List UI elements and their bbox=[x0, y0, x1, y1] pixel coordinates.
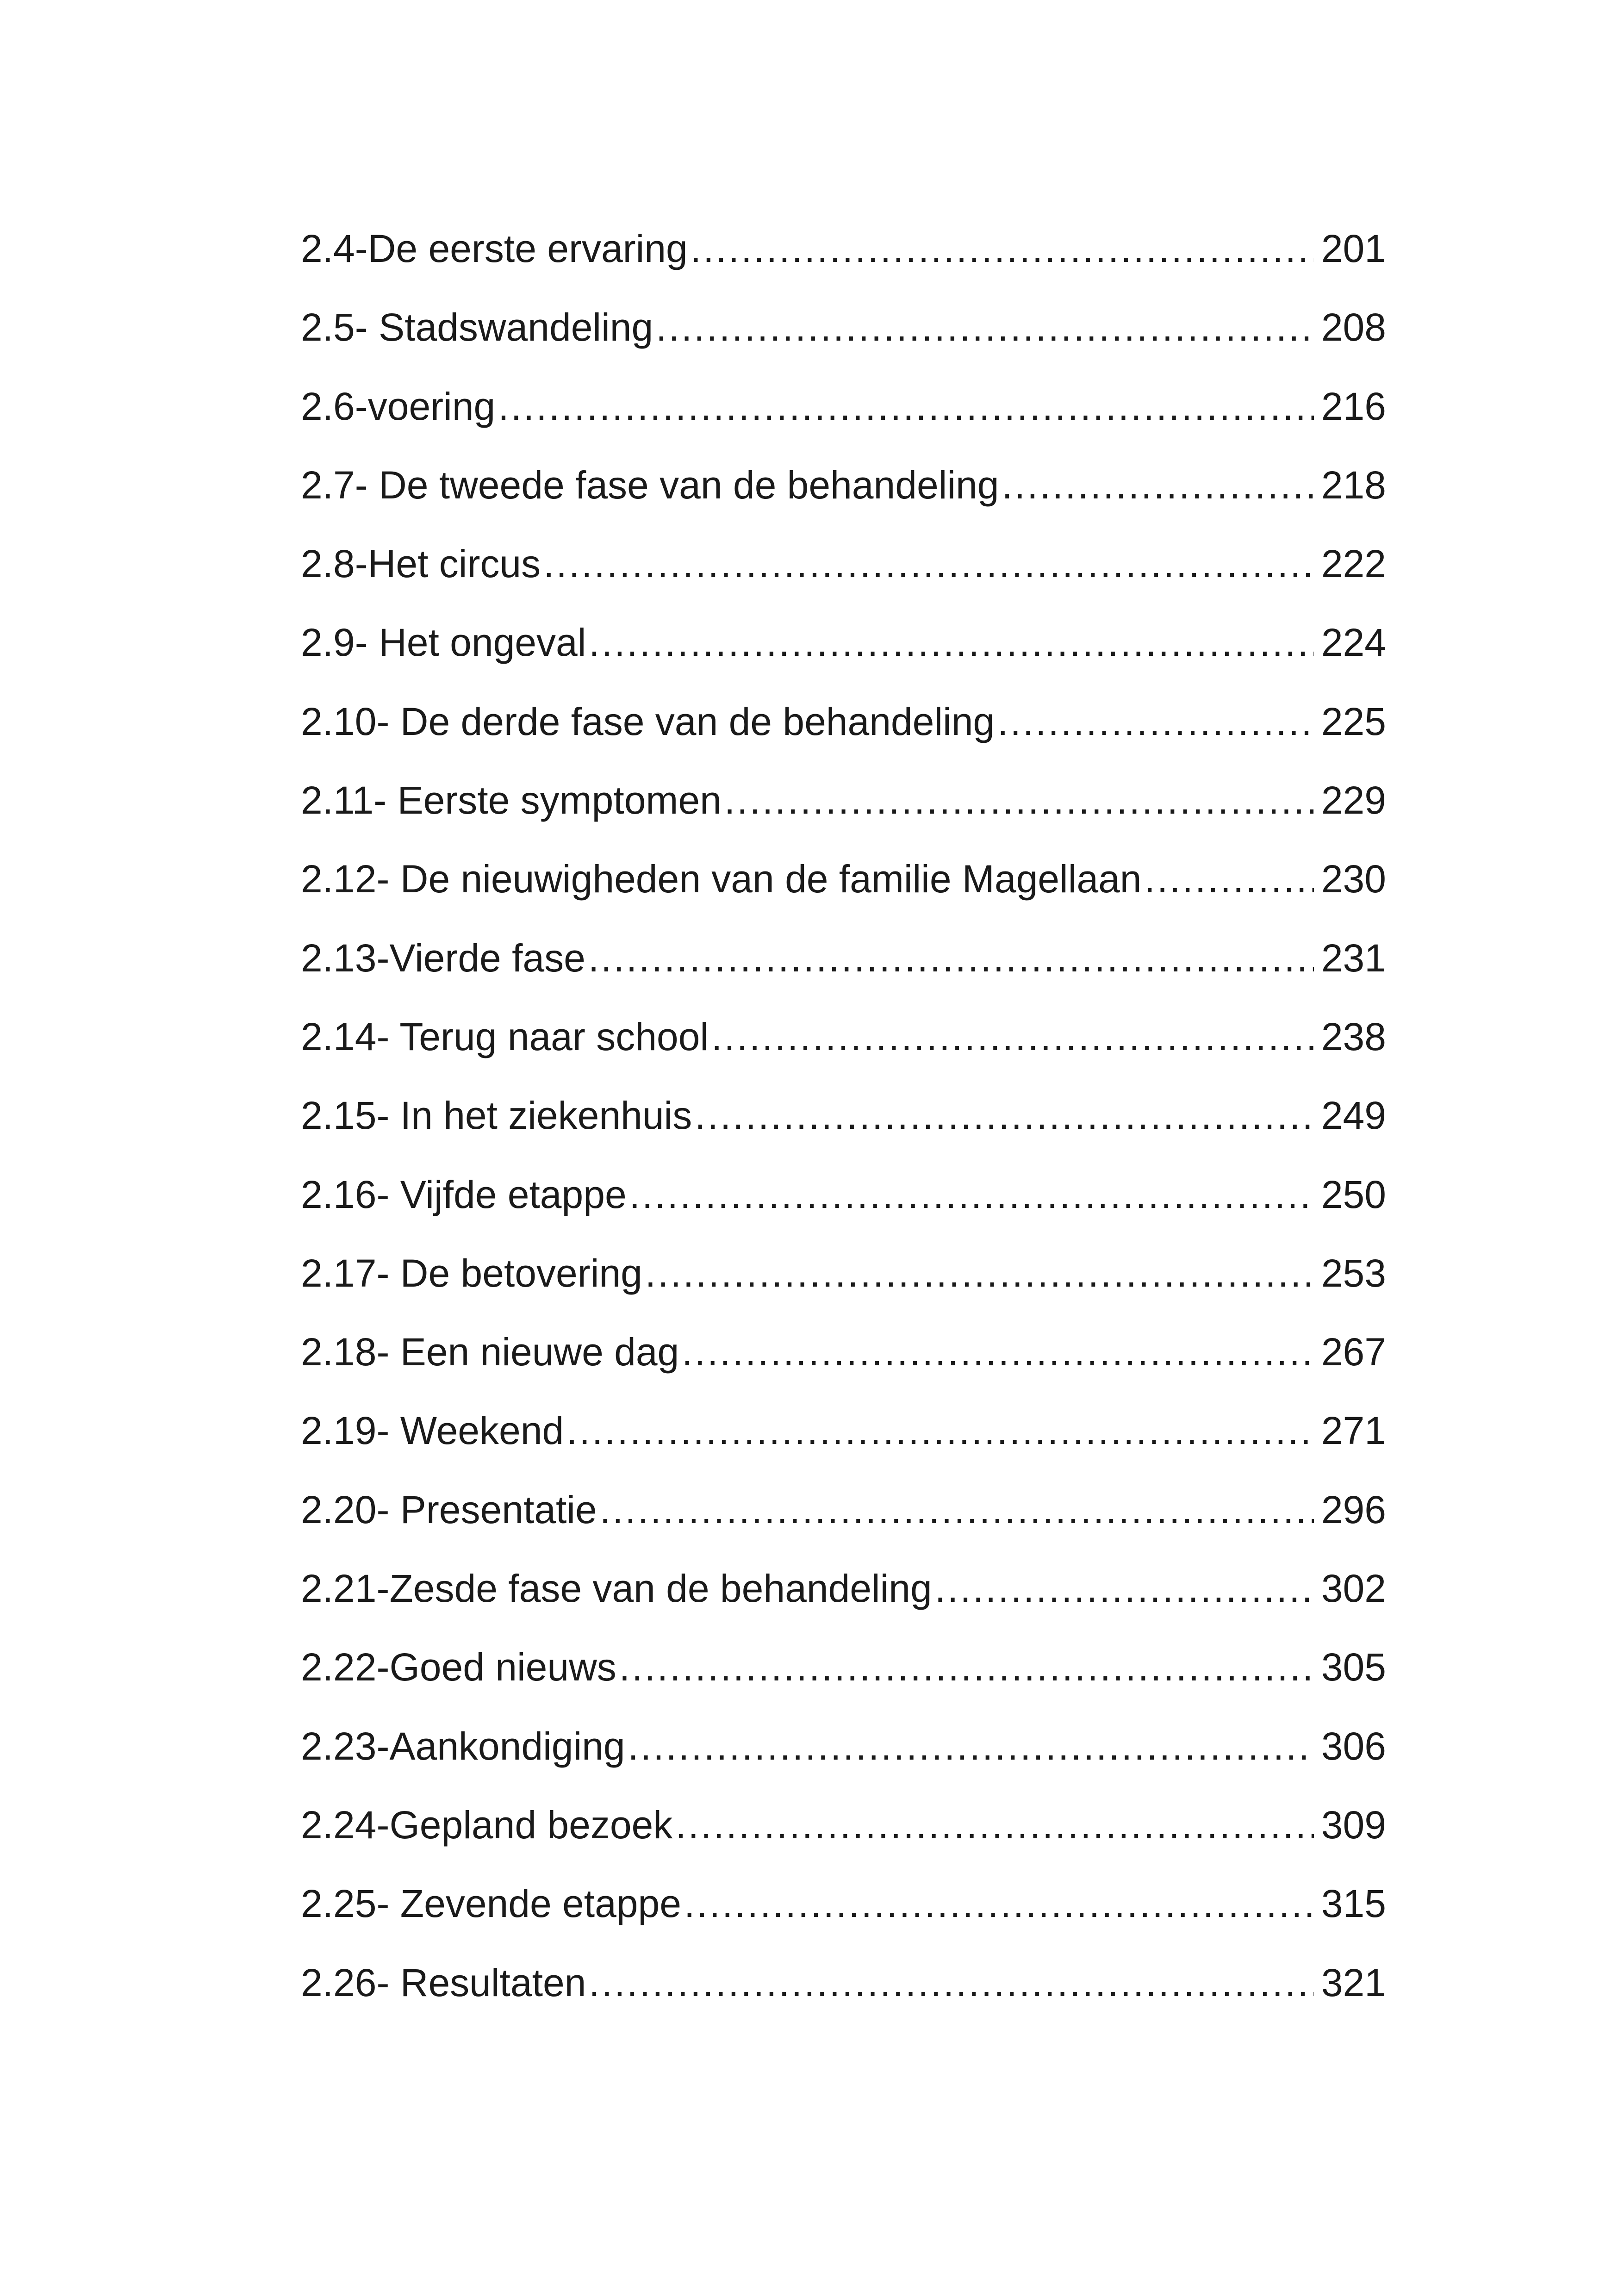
toc-entry-page-number: 230 bbox=[1321, 857, 1386, 901]
toc-dot-leader bbox=[691, 209, 1314, 288]
toc-entry-page-number: 225 bbox=[1321, 699, 1386, 743]
toc-dot-leader bbox=[675, 1786, 1314, 1864]
toc-entry-title: 2.13-Vierde fase bbox=[301, 936, 585, 980]
toc-entry-page-number: 315 bbox=[1321, 1882, 1386, 1926]
toc-entry-title: 2.6-voering bbox=[301, 384, 496, 428]
toc-entry-page-number: 218 bbox=[1321, 463, 1386, 507]
toc-entry-page-number: 249 bbox=[1321, 1094, 1386, 1138]
toc-entry[interactable] bbox=[301, 1076, 1386, 1155]
toc-entry[interactable] bbox=[301, 1234, 1386, 1313]
toc-entry-title: 2.9- Het ongeval bbox=[301, 621, 586, 665]
toc-entry[interactable] bbox=[301, 1549, 1386, 1628]
toc-entry-page-number: 321 bbox=[1321, 1960, 1386, 2004]
toc-entry[interactable] bbox=[301, 1313, 1386, 1391]
toc-dot-leader bbox=[711, 997, 1314, 1076]
toc-entry-title: 2.26- Resultaten bbox=[301, 1960, 586, 2004]
toc-dot-leader bbox=[1145, 840, 1314, 918]
toc-entry[interactable] bbox=[301, 446, 1386, 524]
toc-entry-page-number: 296 bbox=[1321, 1487, 1386, 1531]
toc-entry-title: 2.8-Het circus bbox=[301, 542, 541, 586]
toc-entry-title: 2.7- De tweede fase van de behandeling bbox=[301, 463, 999, 507]
toc-entry-title: 2.21-Zesde fase van de behandeling bbox=[301, 1567, 932, 1611]
table-of-contents bbox=[301, 209, 1386, 2022]
toc-entry-title: 2.22-Goed nieuws bbox=[301, 1645, 616, 1689]
toc-entry[interactable] bbox=[301, 367, 1386, 446]
toc-dot-leader bbox=[589, 603, 1313, 682]
toc-entry[interactable] bbox=[301, 1786, 1386, 1864]
toc-entry[interactable] bbox=[301, 682, 1386, 761]
toc-entry-page-number: 302 bbox=[1321, 1567, 1386, 1611]
toc-entry-title: 2.15- In het ziekenhuis bbox=[301, 1094, 692, 1138]
toc-entry[interactable] bbox=[301, 1628, 1386, 1706]
toc-entry-title: 2.14- Terug naar school bbox=[301, 1014, 709, 1058]
toc-entry-title: 2.16- Vijfde etappe bbox=[301, 1172, 627, 1216]
toc-entry-title: 2.5- Stadswandeling bbox=[301, 305, 653, 349]
toc-entry-page-number: 216 bbox=[1321, 384, 1386, 428]
toc-entry-title: 2.24-Gepland bezoek bbox=[301, 1803, 673, 1847]
toc-entry-page-number: 271 bbox=[1321, 1409, 1386, 1453]
toc-entry-page-number: 201 bbox=[1321, 227, 1386, 270]
toc-dot-leader bbox=[645, 1234, 1314, 1313]
toc-dot-leader bbox=[600, 1470, 1314, 1549]
toc-dot-leader bbox=[589, 1943, 1313, 2022]
toc-dot-leader bbox=[656, 288, 1314, 367]
toc-dot-leader bbox=[695, 1076, 1314, 1155]
toc-entry[interactable] bbox=[301, 761, 1386, 840]
toc-entry[interactable] bbox=[301, 1155, 1386, 1234]
toc-entry[interactable] bbox=[301, 1707, 1386, 1786]
toc-entry-title: 2.20- Presentatie bbox=[301, 1487, 597, 1531]
toc-dot-leader bbox=[682, 1313, 1314, 1391]
toc-dot-leader bbox=[566, 1391, 1314, 1470]
toc-entry[interactable] bbox=[301, 524, 1386, 603]
toc-entry[interactable] bbox=[301, 209, 1386, 288]
toc-dot-leader bbox=[935, 1549, 1314, 1628]
toc-entry-title: 2.18- Een nieuwe dag bbox=[301, 1330, 679, 1374]
toc-entry-title: 2.17- De betovering bbox=[301, 1251, 642, 1295]
toc-dot-leader bbox=[543, 524, 1314, 603]
toc-entry-page-number: 267 bbox=[1321, 1330, 1386, 1374]
toc-dot-leader bbox=[588, 919, 1314, 997]
toc-entry-title: 2.4-De eerste ervaring bbox=[301, 227, 688, 270]
toc-entry-page-number: 250 bbox=[1321, 1172, 1386, 1216]
toc-entry-page-number: 231 bbox=[1321, 936, 1386, 980]
toc-dot-leader bbox=[724, 761, 1314, 840]
toc-entry-page-number: 305 bbox=[1321, 1645, 1386, 1689]
toc-entry-title: 2.11- Eerste symptomen bbox=[301, 778, 722, 822]
toc-entry[interactable] bbox=[301, 603, 1386, 682]
toc-entry-page-number: 224 bbox=[1321, 621, 1386, 665]
toc-entry[interactable] bbox=[301, 1391, 1386, 1470]
toc-entry-title: 2.25- Zevende etappe bbox=[301, 1882, 681, 1926]
toc-entry[interactable] bbox=[301, 919, 1386, 997]
toc-dot-leader bbox=[619, 1628, 1314, 1706]
toc-dot-leader bbox=[997, 682, 1314, 761]
toc-entry-title: 2.19- Weekend bbox=[301, 1409, 564, 1453]
toc-entry[interactable] bbox=[301, 1470, 1386, 1549]
toc-dot-leader bbox=[629, 1155, 1314, 1234]
toc-entry-page-number: 253 bbox=[1321, 1251, 1386, 1295]
toc-entry[interactable] bbox=[301, 997, 1386, 1076]
toc-dot-leader bbox=[684, 1864, 1314, 1943]
toc-entry[interactable] bbox=[301, 288, 1386, 367]
toc-entry[interactable] bbox=[301, 1864, 1386, 1943]
toc-entry[interactable] bbox=[301, 840, 1386, 918]
toc-entry-title: 2.10- De derde fase van de behandeling bbox=[301, 699, 995, 743]
toc-dot-leader bbox=[1002, 446, 1313, 524]
toc-dot-leader bbox=[628, 1707, 1314, 1786]
toc-entry-page-number: 208 bbox=[1321, 305, 1386, 349]
toc-entry-page-number: 309 bbox=[1321, 1803, 1386, 1847]
toc-entry-page-number: 238 bbox=[1321, 1014, 1386, 1058]
toc-dot-leader bbox=[498, 367, 1314, 446]
toc-entry-page-number: 229 bbox=[1321, 778, 1386, 822]
toc-entry-page-number: 306 bbox=[1321, 1724, 1386, 1768]
toc-entry-page-number: 222 bbox=[1321, 542, 1386, 586]
toc-entry-title: 2.23-Aankondiging bbox=[301, 1724, 625, 1768]
toc-entry-title: 2.12- De nieuwigheden van de familie Magellaan bbox=[301, 857, 1142, 901]
toc-entry[interactable] bbox=[301, 1943, 1386, 2022]
